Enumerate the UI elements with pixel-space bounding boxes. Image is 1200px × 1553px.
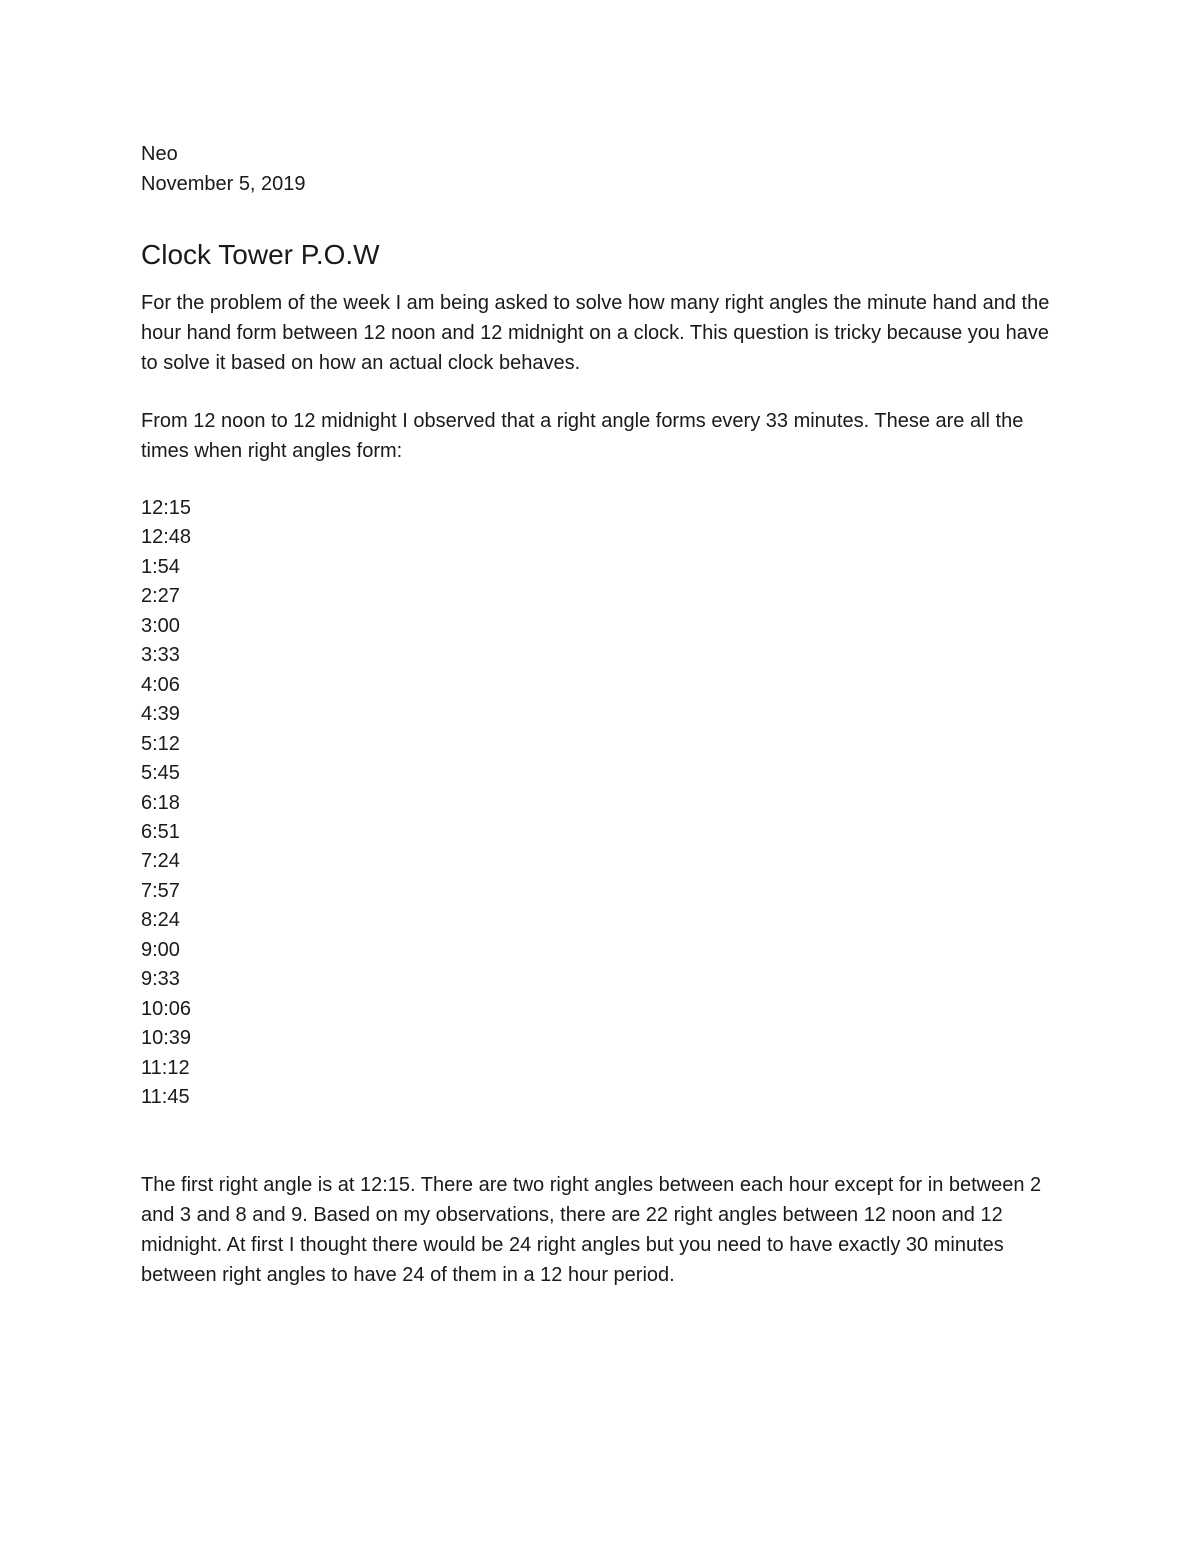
time-entry: 8:24 <box>141 909 180 932</box>
author-name: Neo <box>141 143 178 165</box>
time-entry: 4:39 <box>141 703 180 726</box>
document-title: Clock Tower P.O.W <box>141 239 380 270</box>
document-content <box>141 140 1071 1286</box>
conclusion-paragraph: The first right angle is at 12:15. There are two right angles between each hour except for in between 2 and 3 and 8 and 9. Based on my observations, there are 22 right angles between 12 noon and 12 midnight. At first I thought there would be 24 right angles but you need to have exactly 30 minutes between right angles to have 24 of them in a 12 hour period. <box>141 1174 1042 1286</box>
time-entry: 9:00 <box>141 938 180 961</box>
time-entry: 9:33 <box>141 968 180 991</box>
observation-paragraph: From 12 noon to 12 midnight I observed that a right angle forms every 33 minutes. These are all the times when right angles form: <box>141 410 1024 462</box>
time-entry: 10:06 <box>141 997 192 1020</box>
time-entry: 10:39 <box>141 1027 192 1050</box>
time-entry: 11:12 <box>141 1056 190 1079</box>
time-entry: 11:45 <box>141 1086 190 1109</box>
document-date: November 5, 2019 <box>141 172 306 195</box>
time-entry: 12:15 <box>141 497 192 519</box>
time-entry: 2:27 <box>141 585 180 608</box>
right-angle-times-list <box>141 494 191 1113</box>
time-entry: 7:57 <box>141 879 180 902</box>
time-entry: 6:51 <box>141 820 180 843</box>
time-entry: 12:48 <box>141 526 192 549</box>
intro-paragraph: For the problem of the week I am being asked to solve how many right angles the minute hand and the hour hand form between 12 noon and 12 midnight on a clock. This question is tricky because you have to solve it based on how an actual clock behaves. <box>141 292 1050 374</box>
time-entry: 5:12 <box>141 732 180 755</box>
time-entry: 1:54 <box>141 555 180 578</box>
time-entry: 5:45 <box>141 762 180 785</box>
time-entry: 3:33 <box>141 644 180 667</box>
time-entry: 6:18 <box>141 791 180 814</box>
time-entry: 3:00 <box>141 614 180 637</box>
time-entry: 7:24 <box>141 850 180 873</box>
time-entry: 4:06 <box>141 673 180 696</box>
